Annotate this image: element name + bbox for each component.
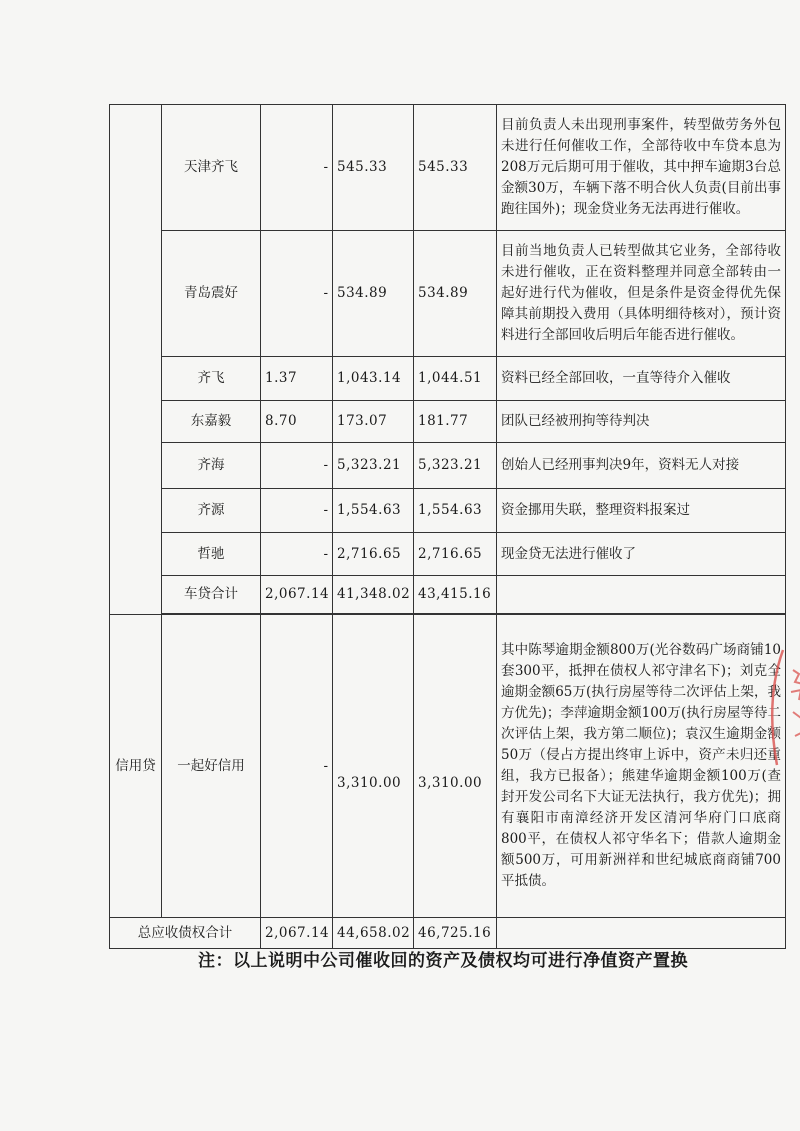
row-col3: 181.77 bbox=[414, 401, 497, 443]
grand-total-row bbox=[110, 918, 786, 949]
row-col2: 545.33 bbox=[333, 105, 414, 231]
row-name: 天津齐飞 bbox=[162, 105, 261, 231]
table-row bbox=[110, 489, 786, 533]
row-note: 现金贷无法进行催收了 bbox=[497, 533, 786, 576]
row-col3: 1,554.63 bbox=[414, 489, 497, 533]
row-col3: 5,323.21 bbox=[414, 443, 497, 489]
row-name: 齐源 bbox=[162, 489, 261, 533]
grand-total-col2: 44,658.02 bbox=[333, 918, 414, 949]
row-col3: 2,716.65 bbox=[414, 533, 497, 576]
row-col2: 173.07 bbox=[333, 401, 414, 443]
car-total-note bbox=[497, 576, 786, 614]
grand-total-col1: 2,067.14 bbox=[261, 918, 333, 949]
grand-total-note bbox=[497, 918, 786, 949]
row-col1: 8.70 bbox=[261, 401, 333, 443]
row-col2: 5,323.21 bbox=[333, 443, 414, 489]
credit-name: 一起好信用 bbox=[162, 615, 261, 918]
row-col1: - bbox=[261, 105, 333, 231]
car-total-col3: 43,415.16 bbox=[414, 576, 497, 614]
row-col2: 534.89 bbox=[333, 231, 414, 357]
row-note: 目前负责人未出现刑事案件，转型做劳务外包未进行任何催收工作，全部待收中车贷本息为208万元后期可用于催收，其中押车逾期3台总金额30万，车辆下落不明合伙人负责(目前出事跑往国外)；现金贷业务无法再进行催收。 bbox=[497, 105, 786, 231]
row-col2: 1,554.63 bbox=[333, 489, 414, 533]
row-name: 东嘉毅 bbox=[162, 401, 261, 443]
row-col1: - bbox=[261, 443, 333, 489]
row-col1: - bbox=[261, 231, 333, 357]
car-total-label: 车贷合计 bbox=[162, 576, 261, 614]
row-col1: - bbox=[261, 489, 333, 533]
row-note: 资金挪用失联，整理资料报案过 bbox=[497, 489, 786, 533]
car-total-col1: 2,067.14 bbox=[261, 576, 333, 614]
table-row bbox=[110, 533, 786, 576]
row-col2: 1,043.14 bbox=[333, 357, 414, 401]
grand-total-label: 总应收债权合计 bbox=[110, 918, 261, 949]
row-col1: - bbox=[261, 533, 333, 576]
credit-col3: 3,310.00 bbox=[414, 615, 497, 918]
row-name: 哲驰 bbox=[162, 533, 261, 576]
credit-note: 其中陈琴逾期金额800万(光谷数码广场商铺10套300平，抵押在债权人祁守津名下)；刘克全逾期金额65万(执行房屋等待二次评估上架，我方优先)；李萍逾期金额100万(执行房屋等待二次评估上架，我方第二顺位)；袁汉生逾期金额50万（侵占方提出终审上诉中，资产未归还重组，我方已报备）；熊建华逾期金额100万(查封开发公司名下大证无法执行，我方优先)；拥有襄阳市南漳经济开发区清河华府门口底商800平，在债权人祁守华名下；借款人逾期金额500万，可用新洲祥和世纪城底商商铺700平抵债。 bbox=[497, 615, 786, 918]
category-cell-car bbox=[110, 105, 162, 615]
car-total-col2: 41,348.02 bbox=[333, 576, 414, 614]
category-cell-credit: 信用贷 bbox=[110, 615, 162, 918]
row-col3: 545.33 bbox=[414, 105, 497, 231]
row-note: 目前当地负责人已转型做其它业务，全部待收未进行催收，正在资料整理并同意全部转由一起好进行代为催收，但是条件是资金得优先保障其前期投入费用（具体明细待核对），预计资料进行全部回收后明后年能否进行催收。 bbox=[497, 231, 786, 357]
row-note: 创始人已经刑事判决9年，资料无人对接 bbox=[497, 443, 786, 489]
row-name: 青岛震好 bbox=[162, 231, 261, 357]
row-note: 团队已经被刑拘等待判决 bbox=[497, 401, 786, 443]
row-name: 齐飞 bbox=[162, 357, 261, 401]
footer-note: 注：以上说明中公司催收回的资产及债权均可进行净值资产置换 bbox=[198, 951, 688, 971]
grand-total-col3: 46,725.16 bbox=[414, 918, 497, 949]
credit-col1: - bbox=[261, 615, 333, 918]
credit-col2: 3,310.00 bbox=[333, 615, 414, 918]
row-col3: 1,044.51 bbox=[414, 357, 497, 401]
row-col3: 534.89 bbox=[414, 231, 497, 357]
table-row bbox=[110, 401, 786, 443]
row-name: 齐海 bbox=[162, 443, 261, 489]
table-row bbox=[110, 443, 786, 489]
row-col1: 1.37 bbox=[261, 357, 333, 401]
row-note: 资料已经全部回收，一直等待介入催收 bbox=[497, 357, 786, 401]
table-row bbox=[110, 231, 786, 357]
table-row bbox=[110, 105, 786, 231]
table-row bbox=[110, 357, 786, 401]
row-col2: 2,716.65 bbox=[333, 533, 414, 576]
car-total-row bbox=[110, 576, 786, 614]
credit-row bbox=[110, 615, 786, 918]
receivables-table bbox=[109, 104, 786, 949]
